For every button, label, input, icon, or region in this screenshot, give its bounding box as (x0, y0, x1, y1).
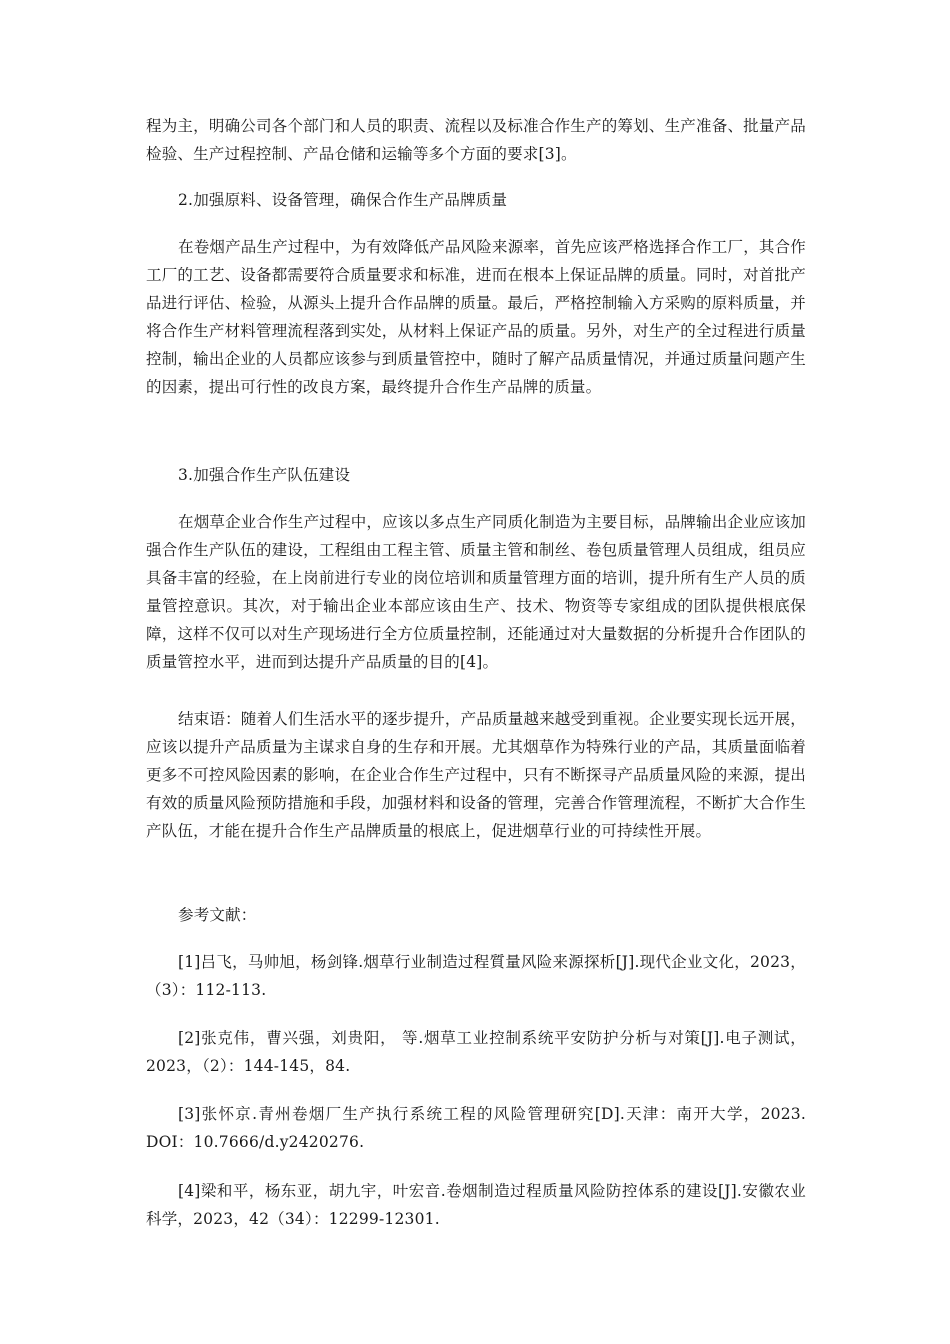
reference-item-2: [2]张克伟，曹兴强，刘贵阳， 等.烟草工业控制系统平安防护分析与对策[J].电子测试，2023，（2）：144-145，84. (146, 1029, 806, 1075)
section-3-heading: 3.加强合作生产队伍建设 (178, 466, 351, 484)
section-3-body: 在烟草企业合作生产过程中，应该以多点生产同质化制造为主要目标，品牌输出企业应该加强合作生产队伍的建设，工程组由工程主管、质量主管和制丝、卷包质量管理人员组成，组员应具备丰富的经验，在上岗前进行专业的岗位培训和质量管理方面的培训，提升所有生产人员的质量管控意识。其次，对于输出企业本部应该由生产、技术、物资等专家组成的团队提供根底保障，这样不仅可以对生产现场进行全方位质量控制，还能通过对大量数据的分析提升合作团队的质量管控水平，进而到达提升产品质量的目的[4]。 (146, 513, 807, 671)
reference-item-4: [4]梁和平，杨东亚，胡九宇，叶宏音.卷烟制造过程质量风险防控体系的建设[J].安徽农业科学，2023，42（34）：12299-12301. (146, 1182, 806, 1228)
references-label: 参考文献： (178, 906, 257, 924)
reference-item-1: [1]吕飞，马帅旭，杨剑锋.烟草行业制造过程質量风险来源探析[J].现代企业文化，2023，（3）：112-113. (146, 953, 806, 999)
reference-item-3: [3]张怀京.青州卷烟厂生产执行系统工程的风险管理研究[D].天津：南开大学，2023. DOI：10.7666/d.y2420276. (146, 1105, 806, 1151)
section-2-body: 在卷烟产品生产过程中，为有效降低产品风险来源率，首先应该严格选择合作工厂，其合作工厂的工艺、设备都需要符合质量要求和标准，进而在根本上保证品牌的质量。同时，对首批产品进行评估、检验，从源头上提升合作品牌的质量。最后，严格控制输入方采购的原料质量，并将合作生产材料管理流程落到实处，从材料上保证产品的质量。另外，对生产的全过程进行质量控制，输出企业的人员都应该参与到质量管控中，随时了解产品质量情况，并通过质量问题产生的因素，提出可行性的改良方案，最终提升合作生产品牌的质量。 (146, 238, 807, 396)
conclusion-paragraph: 结束语：随着人们生活水平的逐步提升，产品质量越来越受到重视。企业要实现长远开展，应该以提升产品质量为主谋求自身的生存和开展。尤其烟草作为特殊行业的产品，其质量面临着更多不可控风险因素的影响，在企业合作生产过程中，只有不断探寻产品质量风险的来源，提出有效的质量风险预防措施和手段，加强材料和设备的管理，完善合作管理流程，不断扩大合作生产队伍，才能在提升合作生产品牌质量的根底上，促进烟草行业的可持续性开展。 (146, 710, 807, 840)
section-2-heading: 2.加强原料、设备管理，确保合作生产品牌质量 (178, 191, 508, 209)
intro-continuation-paragraph: 程为主，明确公司各个部门和人员的职责、流程以及标准合作生产的筹划、生产准备、批量产品检验、生产过程控制、产品仓储和运输等多个方面的要求[3]。 (146, 117, 806, 163)
